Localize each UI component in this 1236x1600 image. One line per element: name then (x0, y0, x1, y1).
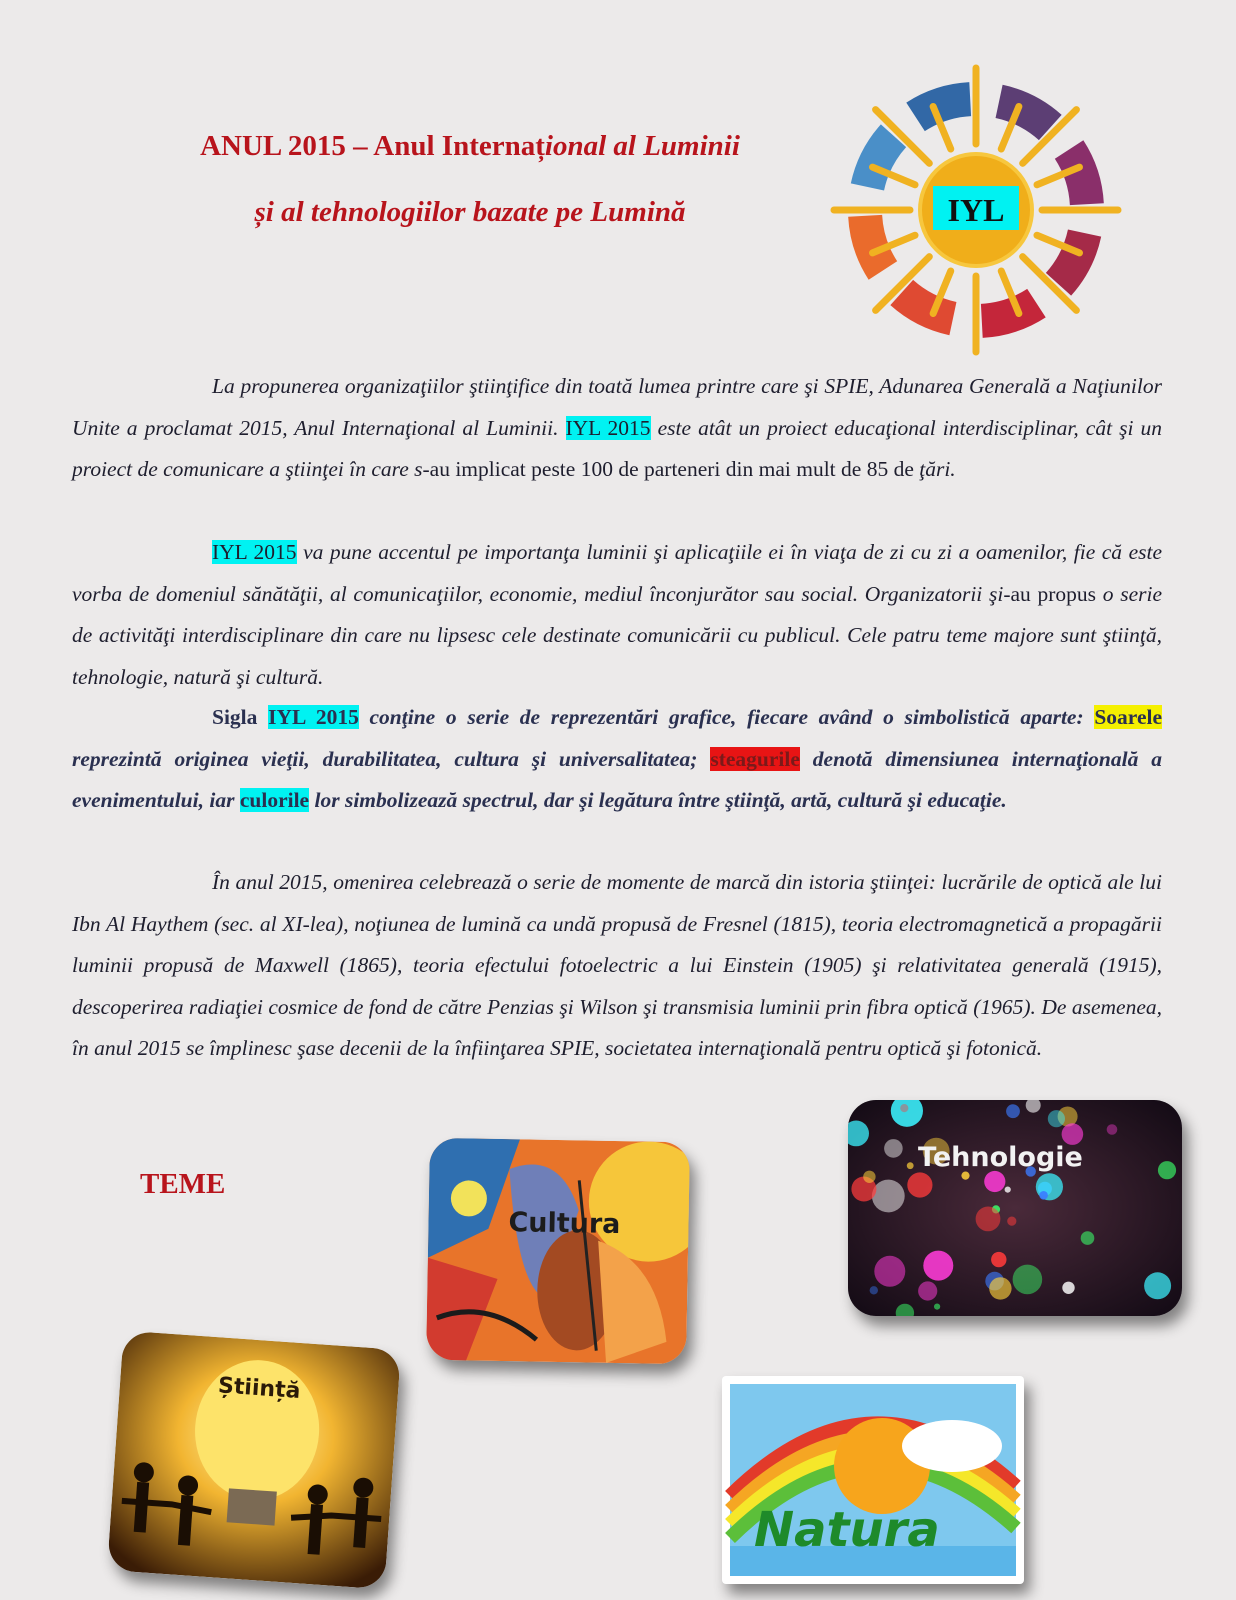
cultura-label: Cultura (508, 1207, 621, 1241)
highlight-iyl: IYL 2015 (565, 415, 651, 440)
tehnologie-label: Tehnologie (918, 1142, 1083, 1173)
highlight-soarele: Soarele (1094, 705, 1162, 729)
page-title-line2: și al tehnologiilor bazate pe Lumină (254, 196, 686, 228)
stiinta-label: Știință (217, 1373, 302, 1405)
paragraph-4: În anul 2015, omenirea celebrează o serie de momente de marcă din istoria ştiinţei: lucrările de optică ale lui Ibn Al Haythem (sec. al XI-lea), noţiunea de lumină ca undă propusă de Fresnel (1815), teoria electromagnetică a propagării luminii propusă de Maxwell (1865), teoria efectului fotoelectric a lui Einstein (1905) şi relativitatea generală (1915), descoperirea radiaţiei cosmice de fond de către Penzias şi Wilson şi transmisia luminii prin fibra optică (1965). De asemenea, în anul 2015 se împlinesc şase decenii de la înfiinţarea SPIE, societatea internaţională pentru optică şi fotonică. (72, 870, 1162, 1060)
paragraph-1: La propunerea organizaţiilor ştiinţifice din toată lumea printre care şi SPIE, Adunarea Generală a Naţiunilor Unite a proclamat 2015, Anul Internaţional al Luminii. IYL 2015 este atât un proiect educaţional interdisciplinar, cât şi un proiect de comunicare a ştiinţei în care s-au implicat peste 100 de parteneri din mai mult de 85 de ţări. (72, 374, 1162, 481)
page-title-line1: ANUL 2015 – Anul Internațional al Luminii (200, 130, 740, 162)
themes-heading: TEME (140, 1168, 226, 1200)
theme-card-tehnologie (848, 1100, 1182, 1316)
highlight-culorile: culorile (239, 788, 310, 812)
highlight-steagurile: steagurile (710, 746, 800, 771)
iyl-sun-logo (826, 64, 1126, 364)
logo-text: IYL (947, 192, 1005, 228)
natura-label: Natura (754, 1502, 940, 1558)
cultura-artwork-icon (426, 1138, 690, 1365)
highlight-iyl: IYL 2015 (212, 540, 297, 564)
theme-card-cultura (426, 1138, 690, 1365)
theme-card-stiinta (107, 1331, 401, 1590)
theme-card-natura (722, 1376, 1024, 1584)
highlight-iyl: IYL 2015 (268, 705, 359, 729)
stiinta-lightbulb-icon (107, 1331, 401, 1590)
paragraph-2: IYL 2015 va pune accentul pe importanţa luminii şi aplicaţiile ei în viaţa de zi cu zi a oamenilor, fie că este vorba de domeniul sănătăţii, al comunicaţiilor, economie, mediul înconjurător sau social. Organizatorii şi-au propus o serie de activităţi interdisciplinare din care nu lipsesc cele destinate comunicării cu publicul. Cele patru teme majore sunt ştiinţă, tehnologie, natură şi cultură. (72, 540, 1163, 689)
paragraph-3: Sigla IYL 2015 conţine o serie de reprezentări grafice, fiecare având o simbolistică aparte: Soarele reprezintă originea vieţii, durabilitatea, cultura şi universalitatea; steagurile denotă dimensiunea internaţională a evenimentului, iar culorile lor simbolizează spectrul, dar şi legătura între ştiinţă, artă, cultură şi educaţie. (72, 705, 1162, 812)
tehnologie-leds-icon (848, 1100, 1182, 1316)
